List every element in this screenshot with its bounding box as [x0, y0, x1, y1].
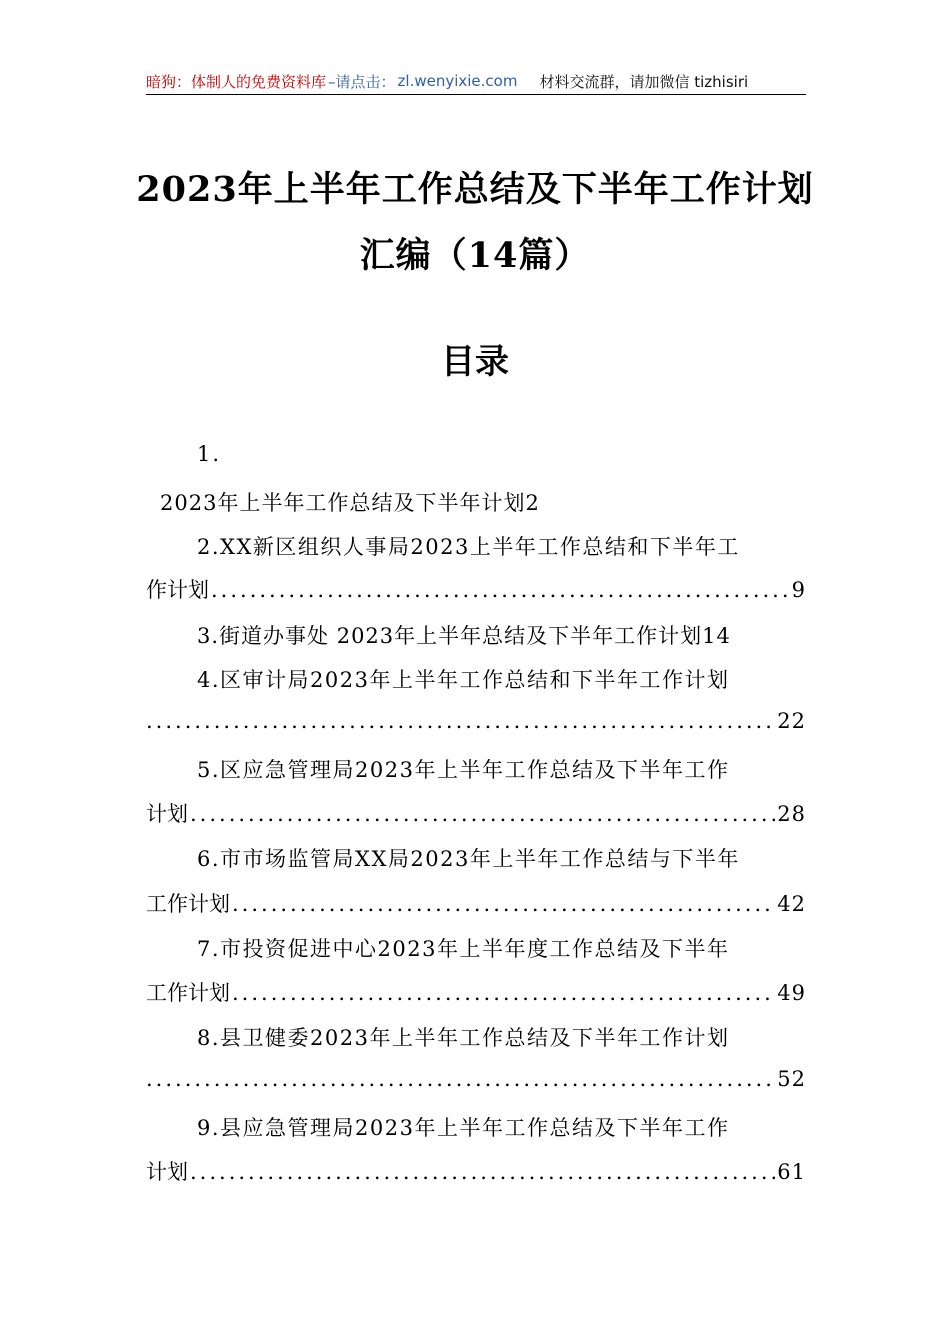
toc-item-7-tail[interactable] [146, 977, 806, 1007]
toc-item-2-tail[interactable] [146, 574, 806, 604]
toc-item-2-cont: 作计划 [146, 578, 209, 602]
page-header [146, 68, 806, 94]
dot-leader [232, 892, 775, 916]
dot-leader [146, 1067, 775, 1091]
document-title-line1: 2023年上半年工作总结及下半年工作计划 [136, 169, 814, 210]
toc-item-6-tail[interactable] [146, 888, 806, 918]
header-link-prefix: –请点击： [328, 72, 396, 91]
toc-item-1[interactable]: 2023年上半年工作总结及下半年计划2 [160, 491, 540, 515]
toc-item-9-cont: 计划 [146, 1160, 188, 1184]
toc-heading: 目录 [441, 342, 509, 382]
toc-item-2[interactable]: 2.XX新区组织人事局2023上半年工作总结和下半年工 [197, 535, 740, 559]
dot-leader [211, 578, 790, 602]
toc-item-4-tail[interactable] [146, 709, 806, 733]
toc-item-9-page: 61 [777, 1160, 806, 1184]
toc-item-5[interactable]: 5.区应急管理局2023年上半年工作总结及下半年工作 [197, 758, 730, 782]
toc-item-5-cont: 计划 [146, 802, 188, 826]
dot-leader [232, 981, 775, 1005]
toc-item-5-page: 28 [777, 802, 806, 826]
toc-item-8-page: 52 [777, 1067, 806, 1091]
toc-item-1-number: 1. [197, 442, 222, 466]
dot-leader [146, 709, 775, 733]
toc-item-6-page: 42 [777, 892, 806, 916]
header-link[interactable]: zl.wenyixie.com [397, 72, 518, 90]
dot-leader [190, 1160, 775, 1184]
toc-item-4-page: 22 [777, 709, 806, 733]
header-brand: 暗狗：体制人的免费资料库 [146, 72, 327, 91]
dot-leader [190, 802, 775, 826]
toc-item-9-tail[interactable] [146, 1156, 806, 1186]
toc-item-2-page: 9 [791, 578, 806, 602]
header-divider [146, 94, 806, 95]
toc-item-3[interactable]: 3.街道办事处 2023年上半年总结及下半年工作计划14 [197, 624, 731, 648]
toc-item-7-cont: 工作计划 [146, 981, 230, 1005]
toc-item-6-cont: 工作计划 [146, 892, 230, 916]
header-contact: 材料交流群，请加微信 tizhisiri [539, 72, 749, 91]
toc-item-8[interactable]: 8.县卫健委2023年上半年工作总结及下半年工作计划 [197, 1026, 730, 1050]
toc-item-4[interactable]: 4.区审计局2023年上半年工作总结和下半年工作计划 [197, 668, 730, 692]
toc-item-9[interactable]: 9.县应急管理局2023年上半年工作总结及下半年工作 [197, 1116, 730, 1140]
toc-item-7-page: 49 [777, 981, 806, 1005]
toc-item-7[interactable]: 7.市投资促进中心2023年上半年度工作总结及下半年 [197, 937, 730, 961]
document-title-line2: 汇编（14篇） [359, 235, 591, 276]
toc-item-8-tail[interactable] [146, 1067, 806, 1091]
toc-item-5-tail[interactable] [146, 798, 806, 828]
toc-item-6[interactable]: 6.市市场监管局XX局2023年上半年工作总结与下半年 [197, 847, 740, 871]
